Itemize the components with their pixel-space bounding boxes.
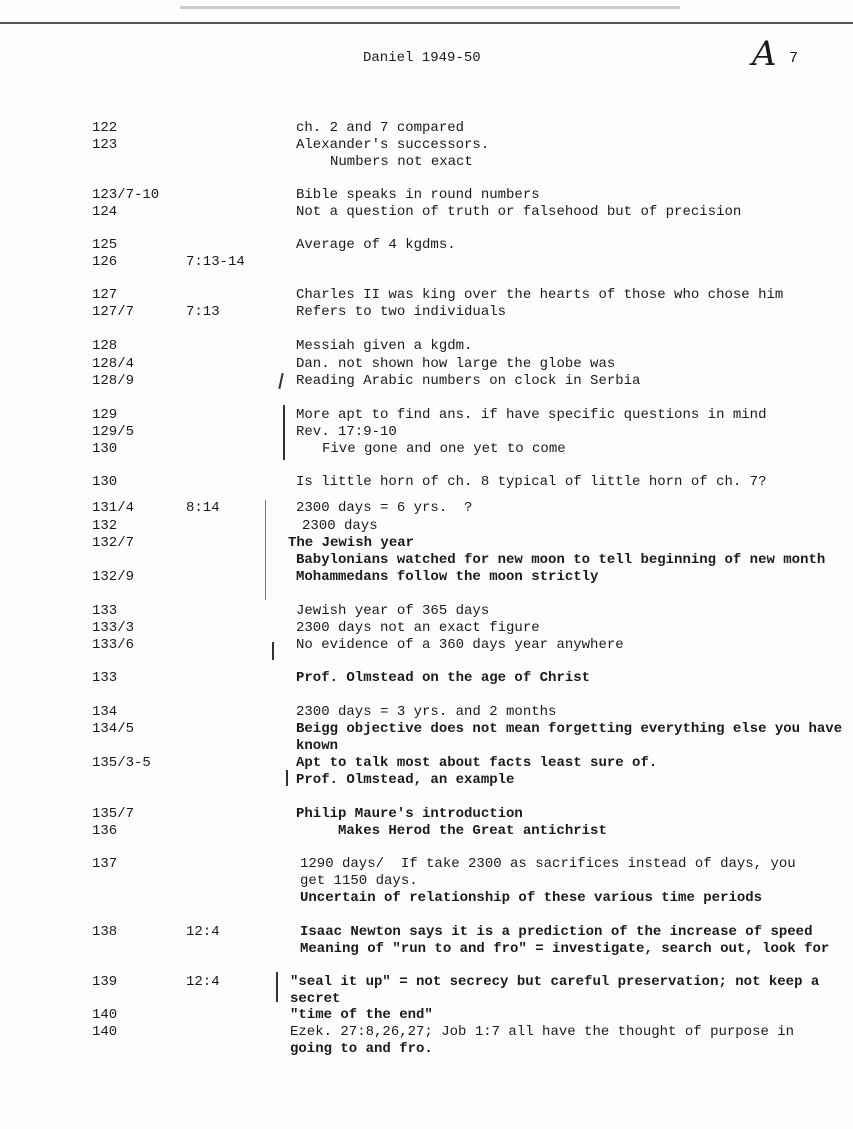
note-text: Five gone and one yet to come — [322, 441, 566, 457]
note-text: Jewish year of 365 days — [296, 603, 490, 619]
note-text: No evidence of a 360 days year anywhere — [296, 637, 624, 653]
note-text: Bible speaks in round numbers — [296, 187, 540, 203]
note-row — [0, 569, 853, 586]
note-row — [0, 924, 853, 941]
note-row — [0, 474, 853, 491]
note-row — [0, 304, 853, 321]
note-row — [0, 204, 853, 221]
note-row — [0, 856, 853, 873]
page-ref: 123/7-10 — [92, 187, 160, 203]
page-ref: 130 — [92, 474, 118, 490]
note-row — [0, 991, 853, 1008]
note-row — [0, 1041, 853, 1058]
page-ref: 125 — [92, 237, 118, 253]
note-row — [0, 254, 853, 271]
note-text: Isaac Newton says it is a prediction of the increase of speed — [300, 924, 813, 940]
note-text: Uncertain of relationship of these various time periods — [300, 890, 763, 906]
verse-ref: 12:4 — [186, 924, 220, 940]
verse-ref: 12:4 — [186, 974, 220, 990]
page-ref: 134 — [92, 704, 118, 720]
note-text: More apt to find ans. if have specific questions in mind — [296, 407, 767, 423]
verse-ref: 7:13-14 — [186, 254, 245, 270]
page-ref: 128/9 — [92, 373, 135, 389]
note-row — [0, 338, 853, 355]
note-text: known — [296, 738, 339, 754]
note-row — [0, 424, 853, 441]
note-text: Reading Arabic numbers on clock in Serbia — [296, 373, 641, 389]
margin-mark — [283, 405, 285, 460]
page-ref: 133/3 — [92, 620, 135, 636]
note-text: Is little horn of ch. 8 typical of little horn of ch. 7? — [296, 474, 767, 490]
note-text: 1290 days/ If take 2300 as sacrifices instead of days, you — [300, 856, 796, 872]
note-row — [0, 535, 853, 552]
page-ref: 135/7 — [92, 806, 135, 822]
page-ref: 132/7 — [92, 535, 135, 551]
note-text: 2300 days = 6 yrs. ? — [296, 500, 473, 516]
note-text: 2300 days not an exact figure — [296, 620, 540, 636]
page-ref: 127 — [92, 287, 118, 303]
page-ref: 127/7 — [92, 304, 135, 320]
page-ref: 140 — [92, 1024, 118, 1040]
verse-ref: 8:14 — [186, 500, 220, 516]
note-text: Prof. Olmstead on the age of Christ — [296, 670, 591, 686]
note-text: Prof. Olmstead, an example — [296, 772, 515, 788]
note-text: "time of the end" — [290, 1007, 433, 1023]
note-row — [0, 407, 853, 424]
page-ref: 133/6 — [92, 637, 135, 653]
note-text: Dan. not shown how large the globe was — [296, 356, 616, 372]
note-row — [0, 518, 853, 535]
page-number: 7 — [789, 50, 799, 67]
page-ref: 124 — [92, 204, 118, 220]
note-row — [0, 704, 853, 721]
page-ref: 122 — [92, 120, 118, 136]
note-row — [0, 441, 853, 458]
handwritten-letter: A — [752, 34, 777, 74]
page-ref: 139 — [92, 974, 118, 990]
page-ref: 132 — [92, 518, 118, 534]
note-row — [0, 721, 853, 738]
page-ref: 133 — [92, 670, 118, 686]
page-ref: 135/3-5 — [92, 755, 151, 771]
note-text: The Jewish year — [288, 535, 415, 551]
note-row — [0, 823, 853, 840]
note-row — [0, 500, 853, 517]
page-ref: 140 — [92, 1007, 118, 1023]
note-row — [0, 806, 853, 823]
note-text: Average of 4 kgdms. — [296, 237, 456, 253]
note-row — [0, 1007, 853, 1024]
note-text: Apt to talk most about facts least sure of. — [296, 755, 658, 771]
note-row — [0, 873, 853, 890]
note-row — [0, 187, 853, 204]
note-row — [0, 137, 853, 154]
margin-mark — [272, 642, 274, 660]
note-row — [0, 620, 853, 637]
note-row — [0, 670, 853, 687]
note-text: get 1150 days. — [300, 873, 418, 889]
note-text: 2300 days = 3 yrs. and 2 months — [296, 704, 557, 720]
note-text: Refers to two individuals — [296, 304, 507, 320]
note-row — [0, 287, 853, 304]
page-ref: 131/4 — [92, 500, 135, 516]
page-ref: 130 — [92, 441, 118, 457]
note-row — [0, 755, 853, 772]
verse-ref: 7:13 — [186, 304, 220, 320]
note-row — [0, 237, 853, 254]
page-title: Daniel 1949-50 — [363, 50, 481, 66]
note-text: Babylonians watched for new moon to tell beginning of new month — [296, 552, 826, 568]
note-text: Philip Maure's introduction — [296, 806, 523, 822]
margin-mark — [276, 972, 278, 1002]
note-row — [0, 637, 853, 654]
note-text: Beigg objective does not mean forgetting everything else you have — [296, 721, 843, 737]
page-ref: 138 — [92, 924, 118, 940]
note-row — [0, 120, 853, 137]
note-text: Messiah given a kgdm. — [296, 338, 473, 354]
note-text: secret — [290, 991, 341, 1007]
note-text: Makes Herod the Great antichrist — [338, 823, 607, 839]
note-text: Rev. 17:9-10 — [296, 424, 397, 440]
note-text: 2300 days — [302, 518, 378, 534]
note-text: Ezek. 27:8,26,27; Job 1:7 all have the thought of purpose in — [290, 1024, 795, 1040]
note-text: going to and fro. — [290, 1041, 433, 1057]
page-ref: 136 — [92, 823, 118, 839]
note-row — [0, 738, 853, 755]
note-row — [0, 974, 853, 991]
note-row — [0, 154, 853, 171]
note-row — [0, 772, 853, 789]
margin-mark — [286, 770, 288, 786]
page-ref: 128/4 — [92, 356, 135, 372]
note-row — [0, 890, 853, 907]
note-text: Numbers not exact — [330, 154, 473, 170]
note-row — [0, 356, 853, 373]
note-row — [0, 1024, 853, 1041]
note-text: ch. 2 and 7 compared — [296, 120, 465, 136]
page-ref: 129/5 — [92, 424, 135, 440]
note-row — [0, 603, 853, 620]
note-row — [0, 941, 853, 958]
margin-mark — [265, 500, 266, 600]
note-row — [0, 373, 853, 390]
page-ref: 132/9 — [92, 569, 135, 585]
page-ref: 129 — [92, 407, 118, 423]
note-text: Alexander's successors. — [296, 137, 490, 153]
note-text: Charles II was king over the hearts of those who chose him — [296, 287, 784, 303]
scan-edge — [180, 6, 680, 9]
page-ref: 134/5 — [92, 721, 135, 737]
page-ref: 126 — [92, 254, 118, 270]
note-text: Meaning of "run to and fro" = investigate, search out, look for — [300, 941, 830, 957]
page-ref: 128 — [92, 338, 118, 354]
page-ref: 133 — [92, 603, 118, 619]
page-ref: 137 — [92, 856, 118, 872]
top-rule — [0, 22, 853, 24]
page-ref: 123 — [92, 137, 118, 153]
note-text: Mohammedans follow the moon strictly — [296, 569, 599, 585]
note-text: Not a question of truth or falsehood but of precision — [296, 204, 742, 220]
note-text: "seal it up" = not secrecy but careful preservation; not keep a — [290, 974, 820, 990]
note-row — [0, 552, 853, 569]
